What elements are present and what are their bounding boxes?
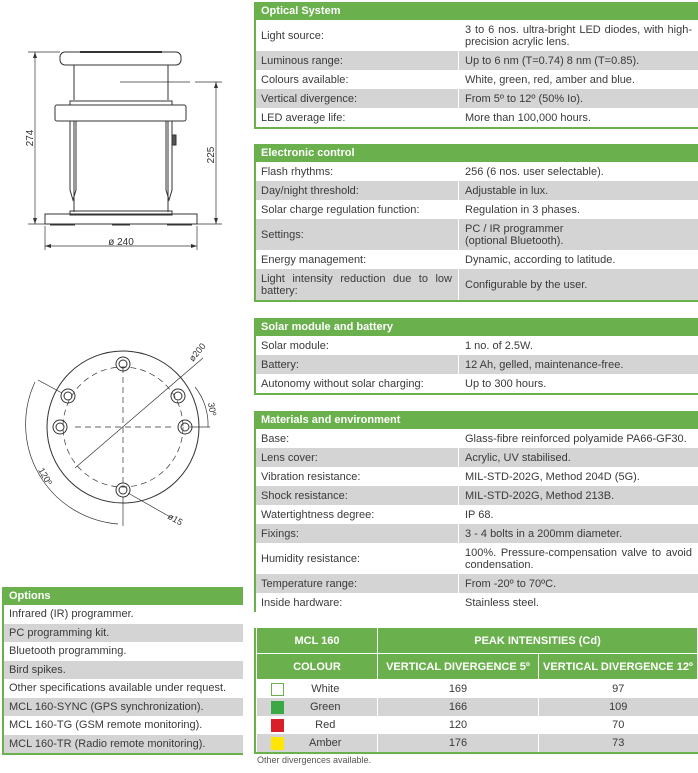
row-label: Temperature range: — [261, 577, 357, 590]
list-item: PC programming kit. — [4, 624, 243, 643]
section-title: Materials and environment — [256, 411, 698, 429]
table-row — [256, 219, 698, 250]
list-item: Bird spikes. — [4, 661, 243, 680]
row-label: Battery: — [261, 358, 299, 371]
table-row — [256, 181, 698, 200]
row-label: Lens cover: — [261, 451, 318, 464]
side-view-drawing — [0, 0, 250, 260]
value-12: 97 — [539, 680, 698, 699]
row-value: MIL-STD-202G, Method 204D (5G). — [458, 467, 698, 486]
row-value: Up to 6 nm (T=0.74) 8 nm (T=0.85). — [458, 51, 698, 70]
row-label: Flash rhythms: — [261, 165, 334, 178]
list-item: MCL 160-SYNC (GPS synchronization). — [4, 698, 243, 717]
row-value: 256 (6 nos. user selectable). — [458, 162, 698, 181]
options-table — [2, 587, 243, 755]
list-item: Other specifications available under request. — [9, 682, 227, 694]
row-value: Configurable by the user. — [458, 269, 698, 300]
dim-bolt-circle: ø200 — [186, 341, 208, 364]
row-label: Shock resistance: — [261, 489, 348, 502]
colour-name: White — [311, 683, 340, 695]
row-value — [458, 219, 698, 250]
row-label: Energy management: — [261, 253, 367, 266]
divergence-5-header: VERTICAL DIVERGENCE 5º — [378, 654, 539, 680]
row-value: MIL-STD-202G, Method 213B. — [458, 486, 698, 505]
electronic-control-table — [254, 144, 698, 302]
value-5: 176 — [378, 734, 539, 752]
value-5: 166 — [378, 698, 539, 716]
row-label: Solar charge regulation function: — [261, 203, 420, 216]
dim-angle-small: 30º — [206, 401, 219, 417]
section-title: Options — [4, 587, 243, 605]
list-item: Bluetooth programming. — [9, 645, 127, 657]
row-value: From 5º to 12º (50% Io). — [458, 89, 698, 108]
value-12: 109 — [539, 698, 698, 716]
row-label: Inside hardware: — [261, 596, 343, 609]
list-item: MCL 160-TR (Radio remote monitoring). — [4, 735, 243, 754]
row-value-line1: PC / IR programmer — [465, 222, 564, 235]
row-label: Solar module: — [261, 339, 329, 352]
solar-module-table — [254, 318, 698, 395]
row-label: Settings: — [261, 228, 304, 241]
row-label: Autonomy without solar charging: — [261, 377, 424, 390]
table-row — [256, 429, 698, 448]
table-row — [256, 70, 698, 89]
row-value: White, green, red, amber and blue. — [458, 70, 698, 89]
row-label: Base: — [261, 432, 290, 445]
row-value: IP 68. — [458, 505, 698, 524]
colour-name: Amber — [309, 737, 342, 749]
row-value: Regulation in 3 phases. — [458, 200, 698, 219]
row-value: Glass-fibre reinforced polyamide PA66-GF30. — [458, 429, 698, 448]
peak-intensities-header: PEAK INTENSITIES (Cd) — [378, 628, 698, 654]
dim-hole: ø15 — [166, 511, 185, 528]
divergence-12-header: VERTICAL DIVERGENCE 12º — [539, 654, 698, 680]
row-value: 1 no. of 2.5W. — [458, 336, 698, 355]
row-value: 3 to 6 nos. ultra-bright LED diodes, with high-precision acrylic lens. — [458, 20, 698, 51]
value-5: 169 — [378, 680, 539, 699]
row-value: 100%. Pressure-compensation valve to avoid condensation. — [458, 543, 698, 574]
dim-base-diameter: ø 240 — [108, 237, 134, 248]
dim-angle-large: 120º — [36, 466, 55, 487]
table-row — [256, 108, 698, 127]
table-row — [257, 698, 698, 716]
dim-height-focal: 225 — [206, 146, 217, 164]
colour-name: Red — [315, 719, 336, 731]
red-swatch-icon — [271, 719, 284, 732]
row-value: More than 100,000 hours. — [458, 108, 698, 127]
row-label: Vertical divergence: — [261, 92, 357, 105]
amber-swatch-icon — [271, 737, 284, 750]
row-value: Stainless steel. — [458, 593, 698, 612]
model-header: MCL 160 — [257, 628, 378, 654]
table-row — [256, 336, 698, 355]
table-row — [256, 374, 698, 393]
white-swatch-icon — [271, 683, 284, 696]
value-12: 73 — [539, 734, 698, 752]
row-value: 3 - 4 bolts in a 200mm diameter. — [458, 524, 698, 543]
footnote: Other divergences available. — [257, 755, 372, 765]
row-value: 12 Ah, gelled, maintenance-free. — [458, 355, 698, 374]
table-row — [257, 680, 698, 699]
row-label: Light source: — [261, 29, 324, 42]
table-row — [256, 89, 698, 108]
value-5: 120 — [378, 716, 539, 734]
table-row — [257, 716, 698, 734]
section-title: Solar module and battery — [256, 318, 698, 336]
table-row — [256, 524, 698, 543]
row-label: Vibration resistance: — [261, 470, 361, 483]
section-title: Optical System — [256, 2, 698, 20]
row-label: Light intensity reduction due to low battery: — [261, 272, 452, 297]
table-row — [256, 162, 698, 181]
row-value: Up to 300 hours. — [458, 374, 698, 393]
table-row — [256, 505, 698, 524]
table-row — [256, 200, 698, 219]
row-value: Adjustable in lux. — [458, 181, 698, 200]
table-row — [256, 250, 698, 269]
top-view-drawing — [0, 300, 250, 540]
row-value-line2: (optional Bluetooth). — [465, 234, 564, 247]
value-12: 70 — [539, 716, 698, 734]
row-label: Colours available: — [261, 73, 349, 86]
table-row — [256, 543, 698, 574]
table-row — [256, 467, 698, 486]
optical-system-table — [254, 2, 698, 129]
list-item: MCL 160-TG (GSM remote monitoring). — [9, 719, 203, 731]
row-label: Day/night threshold: — [261, 184, 359, 197]
table-row — [257, 734, 698, 752]
dim-height-total: 274 — [25, 129, 36, 147]
list-item: Infrared (IR) programmer. — [9, 608, 134, 620]
section-title: Electronic control — [256, 144, 698, 162]
row-value: From -20º to 70ºC. — [458, 574, 698, 593]
row-value: Acrylic, UV stabilised. — [458, 448, 698, 467]
peak-intensities-table — [254, 628, 698, 754]
row-label: Humidity resistance: — [261, 552, 361, 565]
table-row — [256, 486, 698, 505]
table-row — [256, 593, 698, 612]
colour-name: Green — [309, 701, 341, 713]
row-label: LED average life: — [261, 111, 346, 124]
materials-table — [254, 411, 698, 612]
green-swatch-icon — [271, 701, 284, 714]
table-row — [256, 355, 698, 374]
row-label: Fixings: — [261, 527, 299, 540]
row-label: Luminous range: — [261, 54, 343, 67]
table-row — [256, 269, 698, 300]
row-label: Watertightness degree: — [261, 508, 375, 521]
table-row — [256, 448, 698, 467]
colour-header: COLOUR — [257, 654, 378, 680]
table-row — [256, 51, 698, 70]
table-row — [256, 20, 698, 51]
table-row — [256, 574, 698, 593]
row-value: Dynamic, according to latitude. — [458, 250, 698, 269]
